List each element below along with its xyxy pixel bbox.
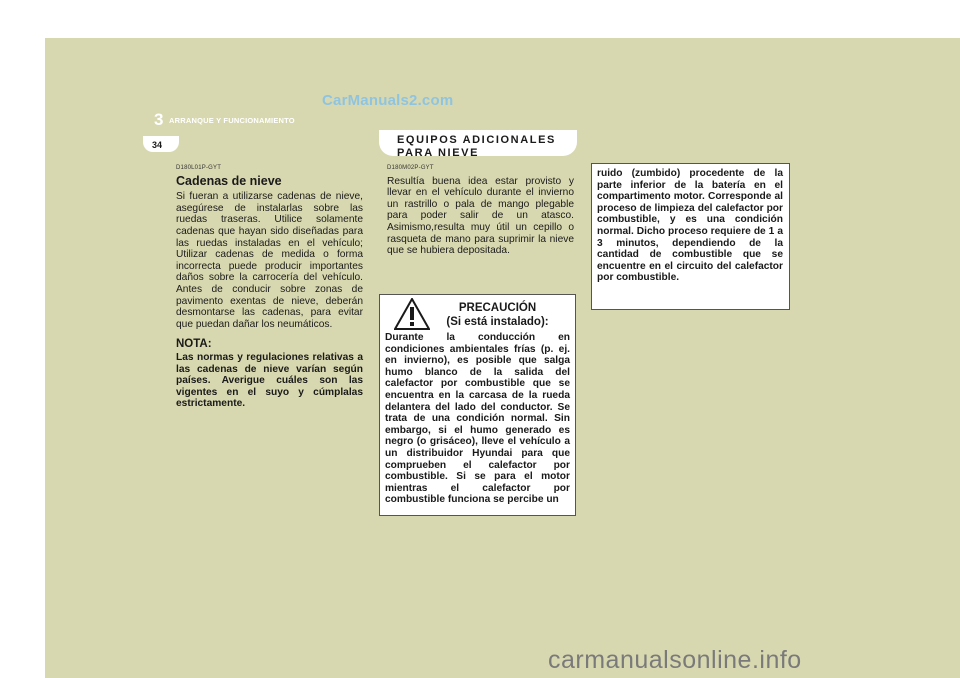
note-label: NOTA: [176, 338, 212, 351]
caution-text-continued: ruido (zumbido) procedente de la parte inferior de la batería en el compartimento motor. Corresponde al proceso de limpieza del calefactor por combustible, y es una condición normal. Dicho proceso requiere de 1 a 3 minutos, dependiendo de la cantidad de combustible que se encuentre en el circuito del calefactor por combustible. [597, 168, 783, 284]
caution-box [379, 294, 576, 516]
snow-tools-text: Resultía buena idea estar provisto y llevar en el vehículo durante el invierno un rastrillo o pala de mango plegable para poder salir de un atasco. Asimismo,resulta muy útil un cepillo o rasqueta de mano para suprimir la nieve que se hubiera depositada. [387, 175, 574, 257]
middle-column [387, 163, 574, 257]
caution-text: Durante la conducción en condiciones ambientales frías (p. ej. en invierno), es posible que salga humo blanco de la salida del calefactor por combustible que se encuentra en la carcasa de la rueda delantera del lado del conductor. Se trata de una condición normal. Sin embargo, si el humo generado es negro (o grisáceo), lleve el vehículo a un distribuidor Hyundai para que comprueben el calefactor por combustible. Si se para el motor mientras el calefactor por combustible funciona se percibe un [385, 332, 570, 506]
page-number: 34 [152, 140, 163, 150]
snow-chains-text: Si fueran a utilizarse cadenas de nieve, asegúrese de instalarlas sobre las ruedas traseras. Utilice solamente cadenas que hayan sido diseñadas para las ruedas instaladas en el vehículo; Utilizar cadenas de medida o forma incorrecta puede producir importantes daños sobre la carrocería del vehículo. Antes de conducir sobre zonas de pavimento exentas de nieve, deberán desmontarse las cadenas, para evitar que puedan dañar los neumáticos. [176, 191, 363, 330]
chapter-title: ARRANQUE Y FUNCIONAMIENTO [169, 116, 295, 125]
caution-box-continued [591, 163, 790, 310]
warning-triangle-icon [394, 298, 430, 330]
left-column [176, 163, 363, 410]
section-code: D180L01P-GYT [176, 165, 222, 171]
caution-subtitle: (Si está instalado): [446, 316, 549, 328]
watermark-bottom[interactable]: carmanualsonline.info [548, 646, 802, 674]
section-code-2: D180M02P-GYT [387, 165, 434, 171]
section-title: EQUIPOS ADICIONALES PARA NIEVE [397, 134, 556, 159]
watermark-top[interactable]: CarManuals2.com [322, 92, 454, 109]
caution-title: PRECAUCIÓN [458, 302, 537, 314]
note-text: Las normas y regulaciones relativas a las cadenas de nieve varían según países. Averigue cuáles son las vigentes en el suyo y cúmplalas estrictamente. [176, 351, 363, 410]
chapter-number: 3 [154, 110, 164, 129]
snow-chains-heading: Cadenas de nieve [176, 173, 282, 188]
